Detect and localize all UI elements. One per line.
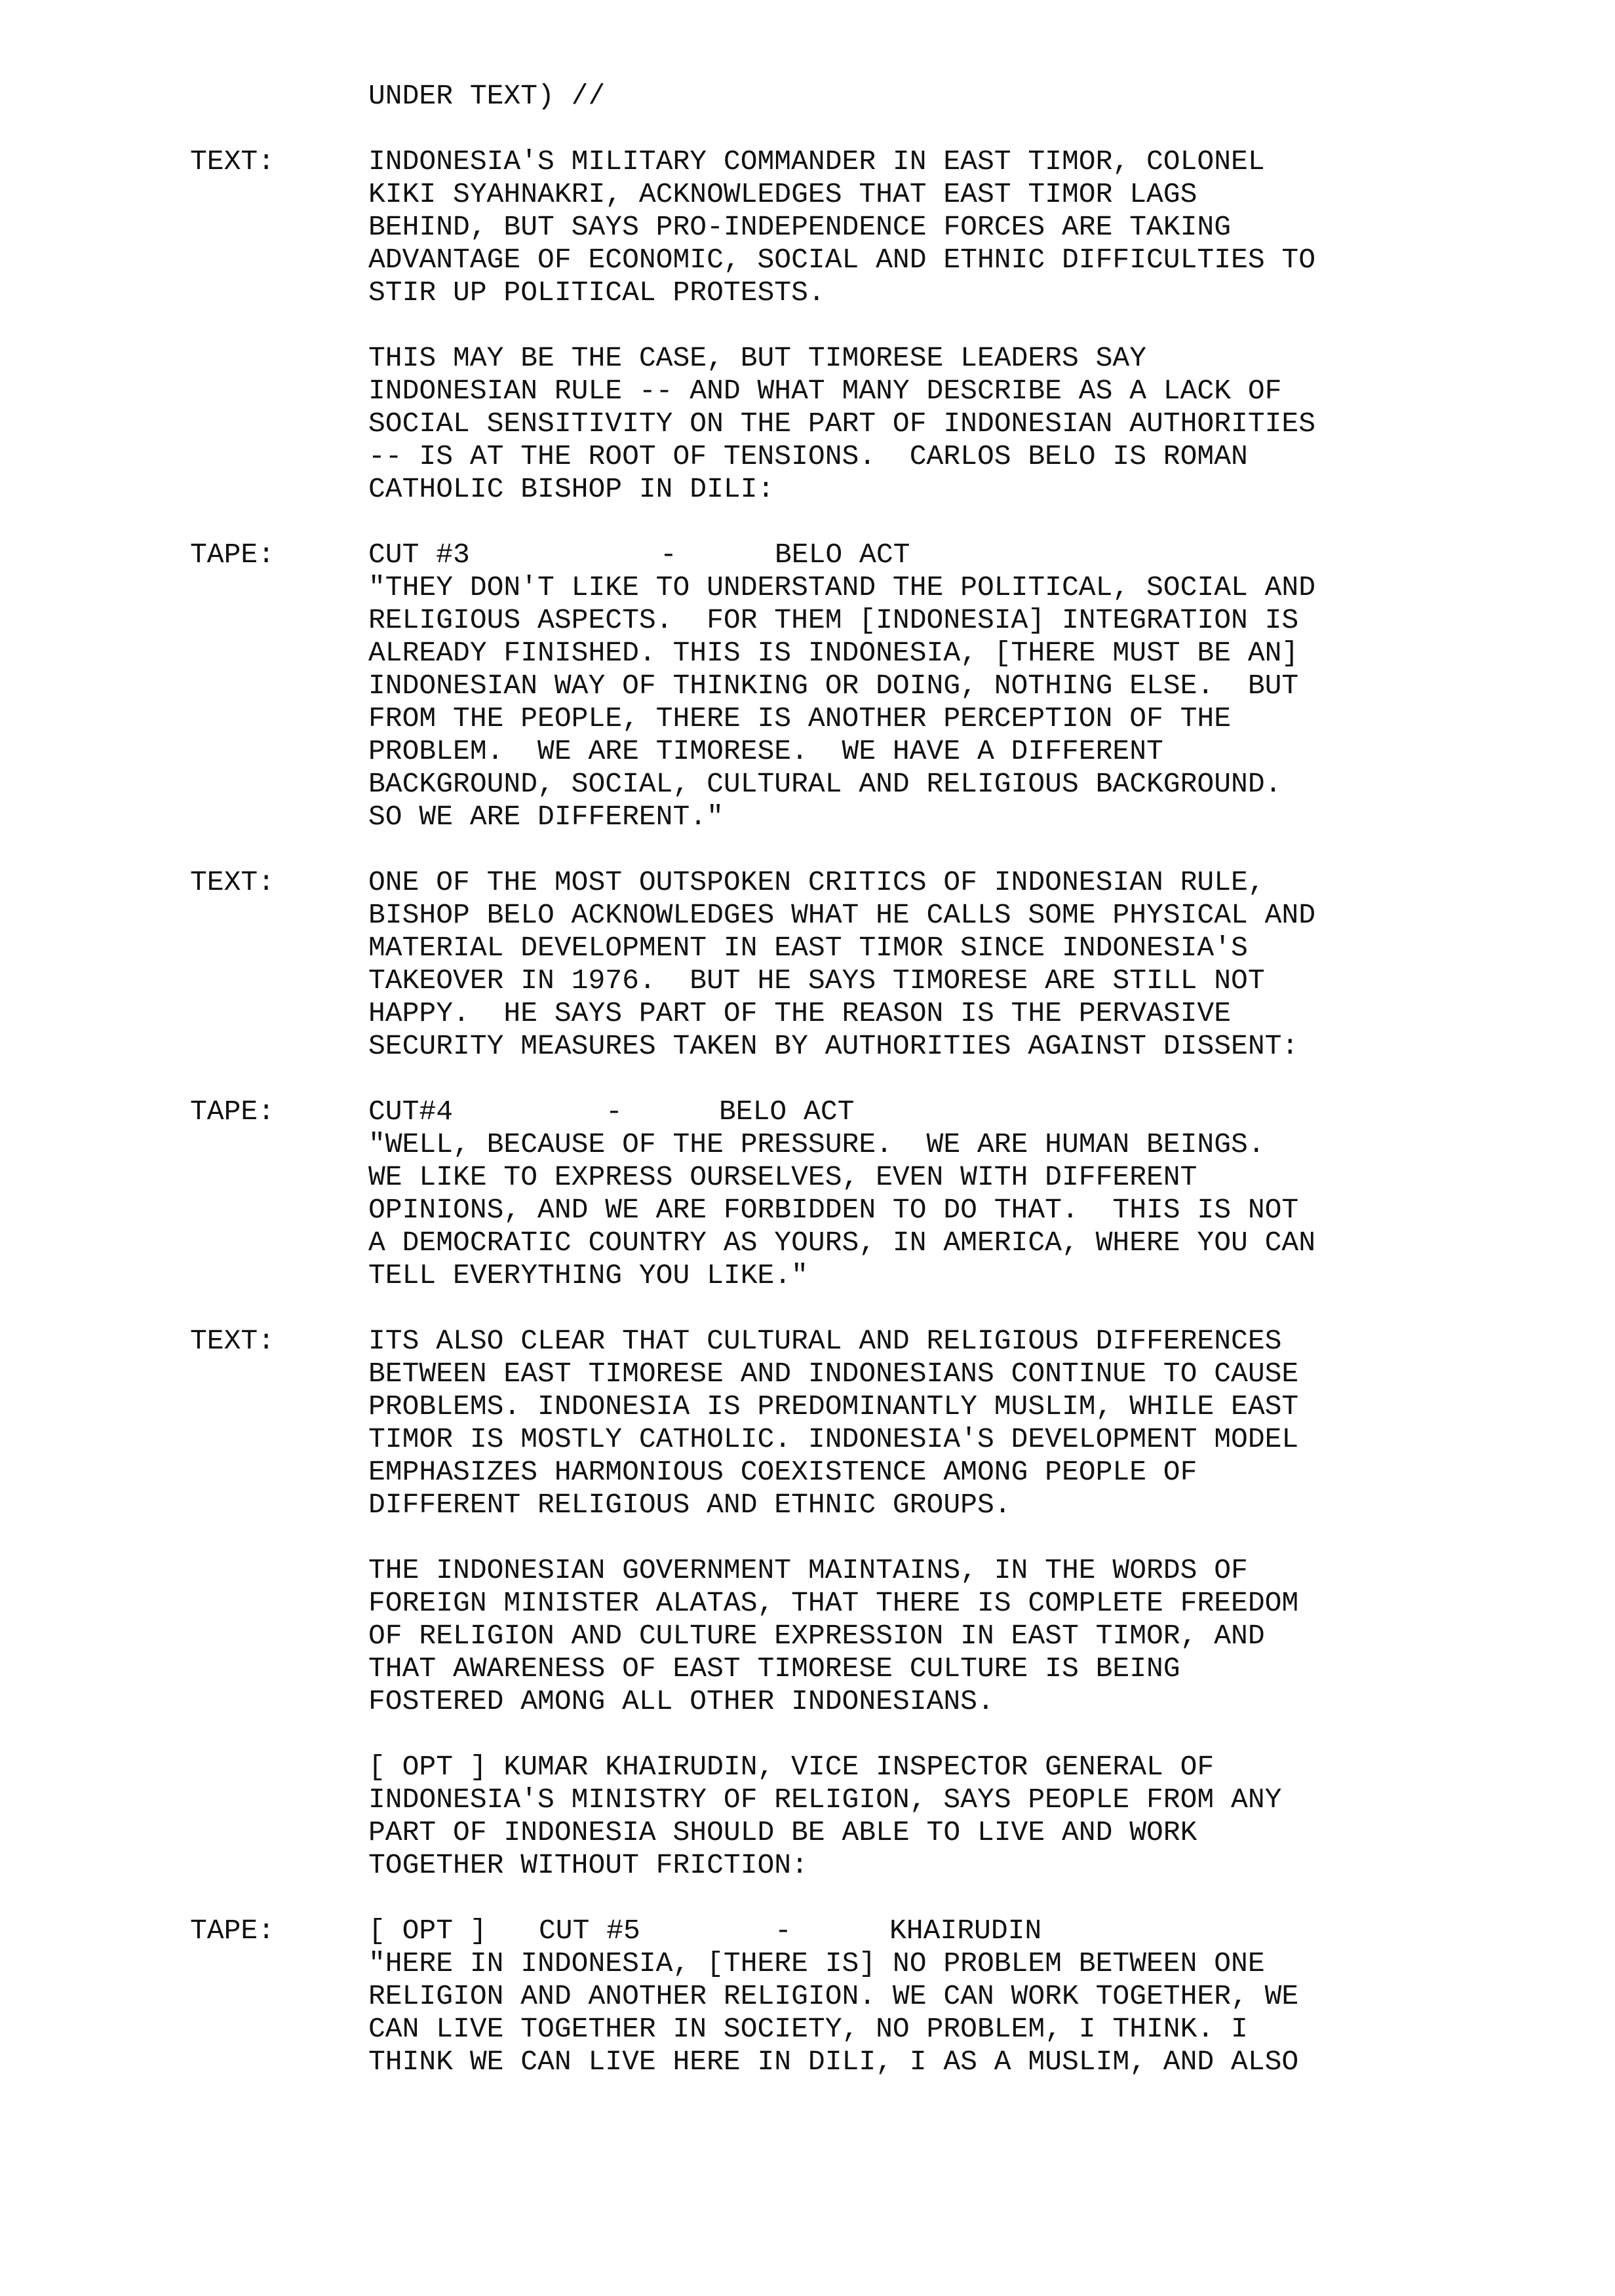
text-line: DIFFERENT RELIGIOUS AND ETHNIC GROUPS. bbox=[368, 1489, 1011, 1521]
tape-quote bbox=[368, 571, 1587, 833]
text-line: BEHIND, BUT SAYS PRO-INDEPENDENCE FORCES ARE TAKING bbox=[368, 211, 1232, 243]
quote-line: A DEMOCRATIC COUNTRY AS YOURS, IN AMERICA, WHERE YOU CAN bbox=[368, 1227, 1316, 1259]
cut-speaker: BELO ACT bbox=[775, 539, 910, 571]
text-line: INDONESIA'S MINISTRY OF RELIGION, SAYS PEOPLE FROM ANY bbox=[368, 1784, 1282, 1816]
quote-line: SO WE ARE DIFFERENT." bbox=[368, 801, 724, 833]
tape-quote bbox=[368, 1947, 1587, 2078]
text-line: ADVANTAGE OF ECONOMIC, SOCIAL AND ETHNIC DIFFICULTIES TO bbox=[368, 244, 1316, 276]
cut-number: CUT #3 bbox=[368, 539, 470, 571]
text-line: BETWEEN EAST TIMORESE AND INDONESIANS CONTINUE TO CAUSE bbox=[368, 1358, 1299, 1390]
cut-speaker: KHAIRUDIN bbox=[889, 1915, 1042, 1947]
section-label-tape: TAPE: bbox=[190, 539, 275, 571]
section-label-tape: TAPE: bbox=[190, 1915, 275, 1947]
text-line: CATHOLIC BISHOP IN DILI: bbox=[368, 473, 775, 505]
quote-line: THINK WE CAN LIVE HERE IN DILI, I AS A MUSLIM, AND ALSO bbox=[368, 2046, 1299, 2078]
quote-line: "THEY DON'T LIKE TO UNDERSTAND THE POLITICAL, SOCIAL AND bbox=[368, 571, 1316, 603]
text-line: INDONESIA'S MILITARY COMMANDER IN EAST TIMOR, COLONEL bbox=[368, 145, 1265, 178]
text-line: KIKI SYAHNAKRI, ACKNOWLEDGES THAT EAST TIMOR LAGS bbox=[368, 178, 1197, 210]
text-paragraph bbox=[368, 866, 1587, 1063]
text-line: STIR UP POLITICAL PROTESTS. bbox=[368, 277, 825, 309]
text-line: ITS ALSO CLEAR THAT CULTURAL AND RELIGIOUS DIFFERENCES bbox=[368, 1325, 1282, 1357]
text-line: ONE OF THE MOST OUTSPOKEN CRITICS OF INDONESIAN RULE, bbox=[368, 866, 1265, 898]
quote-line: OPINIONS, AND WE ARE FORBIDDEN TO DO THAT. THIS IS NOT bbox=[368, 1194, 1299, 1226]
text-paragraph bbox=[368, 145, 1587, 309]
text-line: SECURITY MEASURES TAKEN BY AUTHORITIES AGAINST DISSENT: bbox=[368, 1030, 1299, 1062]
section-label-text: TEXT: bbox=[190, 866, 275, 898]
quote-line: BACKGROUND, SOCIAL, CULTURAL AND RELIGIOUS BACKGROUND. bbox=[368, 768, 1282, 800]
text-line: TOGETHER WITHOUT FRICTION: bbox=[368, 1849, 808, 1881]
text-line: TIMOR IS MOSTLY CATHOLIC. INDONESIA'S DEVELOPMENT MODEL bbox=[368, 1423, 1299, 1455]
text-paragraph bbox=[368, 1325, 1587, 1521]
cut-number: CUT #5 bbox=[539, 1915, 640, 1947]
text-line: [ OPT ] KUMAR KHAIRUDIN, VICE INSPECTOR GENERAL OF bbox=[368, 1751, 1215, 1783]
tape-quote bbox=[368, 1128, 1587, 1292]
text-line: THIS MAY BE THE CASE, BUT TIMORESE LEADERS SAY bbox=[368, 342, 1146, 374]
cut-speaker: BELO ACT bbox=[719, 1096, 855, 1128]
quote-line: RELIGION AND ANOTHER RELIGION. WE CAN WORK TOGETHER, WE bbox=[368, 1980, 1299, 2012]
quote-line: CAN LIVE TOGETHER IN SOCIETY, NO PROBLEM, I THINK. I bbox=[368, 2013, 1248, 2045]
text-line: INDONESIAN RULE -- AND WHAT MANY DESCRIBE AS A LACK OF bbox=[368, 375, 1282, 407]
text-line: PART OF INDONESIA SHOULD BE ABLE TO LIVE AND WORK bbox=[368, 1816, 1197, 1848]
cut-dash: - bbox=[606, 1096, 623, 1128]
text-line: OF RELIGION AND CULTURE EXPRESSION IN EAST TIMOR, AND bbox=[368, 1620, 1265, 1652]
quote-line: "WELL, BECAUSE OF THE PRESSURE. WE ARE HUMAN BEINGS. bbox=[368, 1128, 1265, 1160]
cut-opt: [ OPT ] bbox=[368, 1915, 487, 1947]
cut-dash: - bbox=[660, 539, 677, 571]
quote-line: WE LIKE TO EXPRESS OURSELVES, EVEN WITH DIFFERENT bbox=[368, 1161, 1197, 1193]
text-line: PROBLEMS. INDONESIA IS PREDOMINANTLY MUSLIM, WHILE EAST bbox=[368, 1390, 1299, 1423]
section-label-tape: TAPE: bbox=[190, 1096, 275, 1128]
text-paragraph bbox=[368, 1751, 1587, 1882]
section-label-text: TEXT: bbox=[190, 145, 275, 178]
text-line: EMPHASIZES HARMONIOUS COEXISTENCE AMONG PEOPLE OF bbox=[368, 1456, 1197, 1488]
text-line: MATERIAL DEVELOPMENT IN EAST TIMOR SINCE INDONESIA'S bbox=[368, 932, 1248, 964]
section-label-text: TEXT: bbox=[190, 1325, 275, 1357]
text-line: THE INDONESIAN GOVERNMENT MAINTAINS, IN THE WORDS OF bbox=[368, 1554, 1248, 1586]
quote-line: INDONESIAN WAY OF THINKING OR DOING, NOTHING ELSE. BUT bbox=[368, 670, 1299, 702]
text-line: TAKEOVER IN 1976. BUT HE SAYS TIMORESE ARE STILL NOT bbox=[368, 965, 1265, 997]
quote-line: ALREADY FINISHED. THIS IS INDONESIA, [THERE MUST BE AN] bbox=[368, 637, 1299, 669]
quote-line: FROM THE PEOPLE, THERE IS ANOTHER PERCEPTION OF THE bbox=[368, 702, 1232, 735]
text-line: HAPPY. HE SAYS PART OF THE REASON IS THE PERVASIVE bbox=[368, 997, 1232, 1029]
text-paragraph bbox=[368, 1554, 1587, 1718]
text-line: THAT AWARENESS OF EAST TIMORESE CULTURE IS BEING bbox=[368, 1653, 1180, 1685]
text-line: BISHOP BELO ACKNOWLEDGES WHAT HE CALLS SOME PHYSICAL AND bbox=[368, 899, 1316, 931]
quote-line: PROBLEM. WE ARE TIMORESE. WE HAVE A DIFFERENT bbox=[368, 735, 1163, 767]
text-line: FOREIGN MINISTER ALATAS, THAT THERE IS COMPLETE FREEDOM bbox=[368, 1587, 1299, 1619]
cut-dash: - bbox=[775, 1915, 792, 1947]
text-paragraph bbox=[368, 342, 1587, 506]
quote-line: "HERE IN INDONESIA, [THERE IS] NO PROBLEM BETWEEN ONE bbox=[368, 1947, 1265, 1980]
cut-number: CUT#4 bbox=[368, 1096, 454, 1128]
quote-line: TELL EVERYTHING YOU LIKE." bbox=[368, 1259, 808, 1292]
text-line: SOCIAL SENSITIVITY ON THE PART OF INDONESIAN AUTHORITIES bbox=[368, 408, 1316, 440]
continuation-line: UNDER TEXT) // bbox=[368, 80, 606, 112]
text-line: FOSTERED AMONG ALL OTHER INDONESIANS. bbox=[368, 1685, 994, 1717]
quote-line: RELIGIOUS ASPECTS. FOR THEM [INDONESIA] INTEGRATION IS bbox=[368, 604, 1299, 636]
text-line: -- IS AT THE ROOT OF TENSIONS. CARLOS BELO IS ROMAN bbox=[368, 440, 1248, 472]
